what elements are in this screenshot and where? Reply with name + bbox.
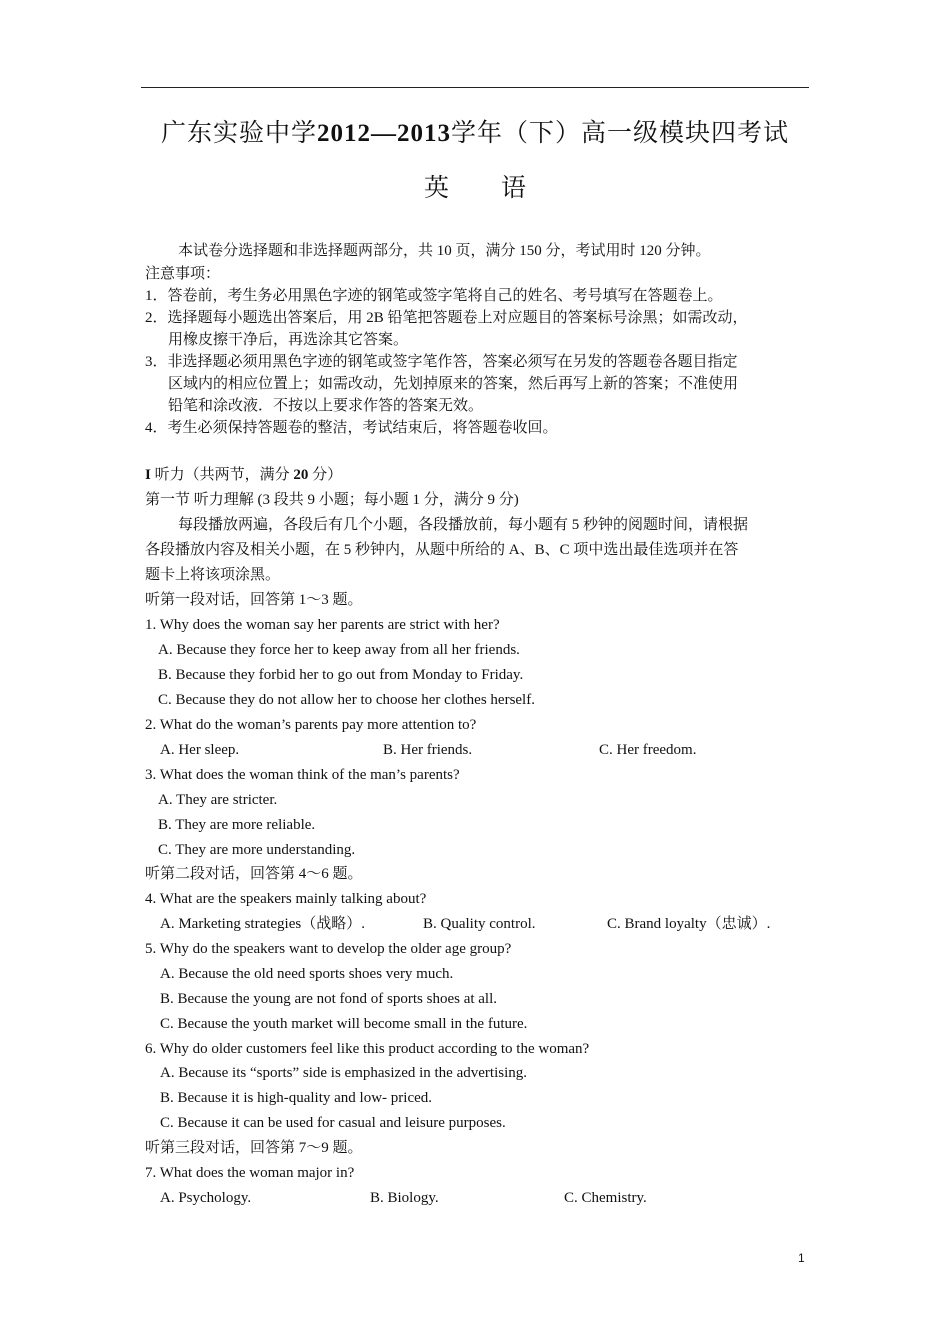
- page-number: 1: [798, 1251, 805, 1265]
- notice-item: 3．非选择题必须用黑色字迹的钢笔或签字笔作答，答案必须写在另发的答题卷各题目指定: [145, 354, 738, 370]
- question-stem: 3. What does the woman think of the man’s parents?: [145, 767, 460, 783]
- notice-heading: 注意事项：: [145, 266, 221, 282]
- option-c: C. They are more understanding.: [158, 842, 356, 858]
- option-c: C. Brand loyalty（忠诚）.: [607, 916, 771, 932]
- notice-item-cont: 区域内的相应位置上；如需改动，先划掉原来的答案，然后再写上新的答案；不准使用: [168, 376, 739, 392]
- dialogue-heading: 听第一段对话，回答第 1～3 题。: [145, 592, 363, 608]
- section-heading: I 听力（共两节，满分 20 分）: [145, 467, 343, 483]
- exam-title: 广东实验中学2012—2013学年（下）高一级模块四考试: [160, 120, 790, 147]
- option-a: A. They are stricter.: [158, 792, 278, 808]
- option-b: B. Because they forbid her to go out from Monday to Friday.: [158, 667, 524, 683]
- question-stem: 7. What does the woman major in?: [145, 1165, 355, 1181]
- question-stem: 2. What do the woman’s parents pay more attention to?: [145, 717, 477, 733]
- subject-title: 英 语: [423, 175, 527, 202]
- header-rule: [141, 87, 809, 88]
- option-a: A. Because the old need sports shoes very much.: [160, 966, 454, 982]
- option-a: A. Her sleep.: [160, 742, 240, 758]
- intro-text: 本试卷分选择题和非选择题两部分，共 10 页，满分 150 分，考试用时 120 分钟。: [178, 243, 711, 259]
- option-b: B. Biology.: [370, 1190, 439, 1206]
- option-c: C. Because they do not allow her to choose her clothes herself.: [158, 692, 535, 708]
- dialogue-heading: 听第三段对话，回答第 7～9 题。: [145, 1140, 363, 1156]
- option-a: A. Because its “sports” side is emphasized in the advertising.: [160, 1065, 527, 1081]
- option-c: C. Chemistry.: [564, 1190, 647, 1206]
- option-b: B. They are more reliable.: [158, 817, 316, 833]
- dialogue-heading: 听第二段对话，回答第 4～6 题。: [145, 866, 363, 882]
- option-b: B. Her friends.: [383, 742, 473, 758]
- notice-item: 4．考生必须保持答题卷的整洁，考试结束后，将答题卷收回。: [145, 420, 558, 436]
- option-b: B. Quality control.: [423, 916, 536, 932]
- question-stem: 5. Why do the speakers want to develop the older age group?: [145, 941, 512, 957]
- instruction-line: 题卡上将该项涂黑。: [145, 567, 281, 583]
- notice-item: 2．选择题每小题选出答案后，用 2B 铅笔把答题卷上对应题目的答案标号涂黑；如需改动，: [145, 310, 748, 326]
- option-c: C. Because the youth market will become small in the future.: [160, 1016, 528, 1032]
- notice-item-cont: 用橡皮擦干净后，再选涂其它答案。: [168, 332, 409, 348]
- option-c: C. Because it can be used for casual and leisure purposes.: [160, 1115, 506, 1131]
- instruction-line: 每段播放两遍，各段后有几个小题，各段播放前，每小题有 5 秒钟的阅题时间，请根据: [178, 517, 749, 533]
- notice-item: 1．答卷前，考生务必用黑色字迹的钢笔或签字笔将自己的姓名、考号填写在答题卷上。: [145, 288, 723, 304]
- option-c: C. Her freedom.: [599, 742, 697, 758]
- notice-item-cont: 铅笔和涂改液．不按以上要求作答的答案无效。: [168, 398, 484, 414]
- option-b: B. Because the young are not fond of sports shoes at all.: [160, 991, 498, 1007]
- instruction-line: 各段播放内容及相关小题，在 5 秒钟内，从题中所给的 A、B、C 项中选出最佳选项并在答: [145, 542, 739, 558]
- option-a: A. Marketing strategies（战略）.: [160, 916, 365, 932]
- option-a: A. Because they force her to keep away from all her friends.: [158, 642, 520, 658]
- question-stem: 4. What are the speakers mainly talking about?: [145, 891, 427, 907]
- option-b: B. Because it is high-quality and low- priced.: [160, 1090, 433, 1106]
- question-stem: 6. Why do older customers feel like this product according to the woman?: [145, 1041, 590, 1057]
- part-heading: 第一节 听力理解 (3 段共 9 小题；每小题 1 分，满分 9 分): [145, 492, 519, 508]
- question-stem: 1. Why does the woman say her parents are strict with her?: [145, 617, 500, 633]
- option-a: A. Psychology.: [160, 1190, 252, 1206]
